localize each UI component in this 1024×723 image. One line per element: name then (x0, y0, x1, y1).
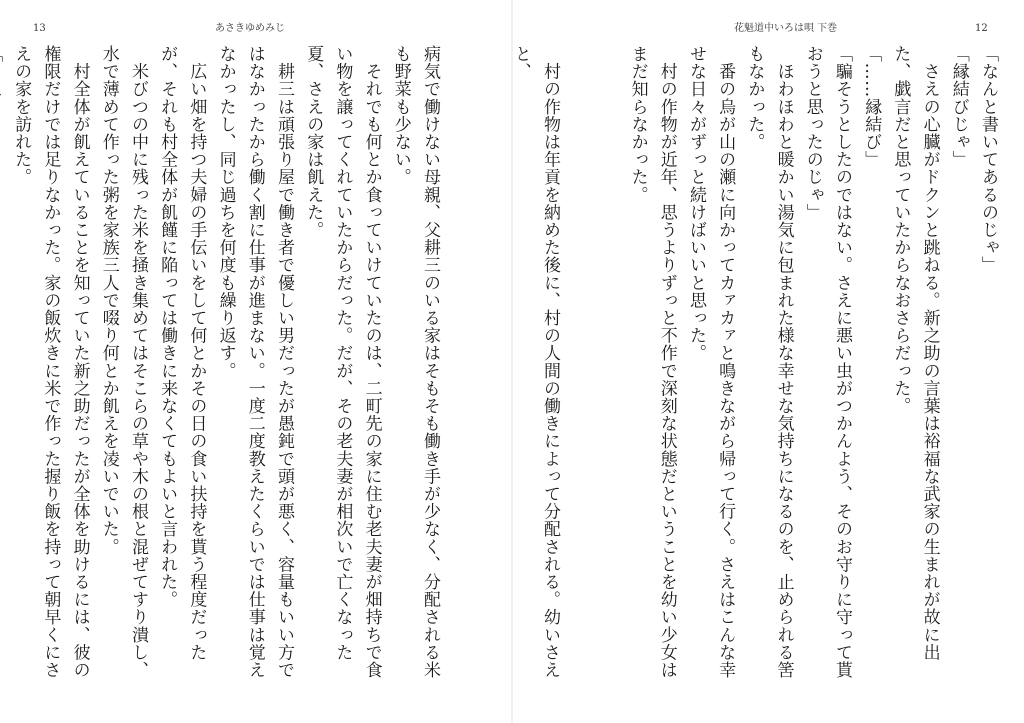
running-head-right: 花魁道中いろは唄 下巻 (734, 23, 838, 34)
right-page-body (510, 45, 1002, 685)
paragraph: 村の作物が近年、思うよりずっと不作で深刻な状態だということを幼い少女はまだ知らなかった。 (627, 45, 677, 679)
page-number-right: 12 (975, 23, 988, 34)
blank-line (593, 45, 622, 685)
paragraph: 番の烏が山の瀬に向かってカァカァと鳴きながら帰って行く。さえはこんな幸せな日々がずっと続けばいいと思った。 (685, 45, 736, 679)
paragraph: 村の作物は年貢を納めた後に、村の人間の働きによって分配される。幼いさえと、 (510, 45, 560, 679)
paragraph: 耕三は頑張り屋で働き者で優しい男だったが愚鈍で頭が悪く、容量もいい方ではなかったから働く割に仕事が進まない。一度二度教えたくらいでは仕事は覚えなかったし、同じ過ちを何度も繰り返す。 (215, 45, 294, 679)
paragraph: それでも何とか食っていけていたのは、二町先の家に住む老夫妻が畑持ちで食い物を譲ってくれていたからだった。だが、その老夫妻が相次いで亡くなった夏、さえの家は飢えた。 (303, 45, 382, 679)
paragraph: 村全体が飢えていることを知っていた新之助だったが全体を助けるには、彼の権限だけでは足りなかった。家の飯炊きに米で作った握り飯を持って朝早くにさえの家を訪れた。 (11, 45, 90, 679)
right-page (512, 0, 1024, 723)
running-head-left: あさきゆめみじ (215, 23, 285, 34)
paragraph: さえの心臓がドクンと跳ねる。新之助の言葉は裕福な武家の生まれが故に出た、戯言だと思っていたからなおさらだった。 (890, 45, 940, 661)
paragraph: 「縁結びじゃ」 (948, 45, 969, 169)
paragraph: 「なんと書いてあるのじゃ」 (978, 45, 998, 274)
paragraph: 病気で働けない母親、父耕三のいる家はそもそも働き手が少なく、分配される米も野菜も少ない。 (390, 45, 440, 679)
paragraph: 「騙そうとしたのではない。さえに悪い虫がつかんよう、そのお守りに守って貰おうと思ったのじゃ」 (802, 45, 852, 679)
paragraph: 米びつの中に残った米を掻き集めてはそこらの草や木の根と混ぜてすり潰し、水で薄めて作った粥を家族三人で啜り何とか飢えを凌いでいた。 (98, 45, 148, 679)
blank-line (564, 45, 593, 685)
paragraph: ほわほわと暖かい湯気に包まれた様な幸せな気持ちになるのを、止められる筈もなかった。 (744, 45, 794, 679)
page-number-left: 13 (33, 23, 46, 34)
paragraph: 広い畑を持つ夫婦の手伝いをして何とかその日の食い扶持を貰う程度だったが、それも村全体が飢饉に陥っては働きに来なくてもよいと言われた。 (157, 45, 207, 661)
paragraph: 「……縁結び」 (861, 45, 882, 169)
left-page-body (11, 45, 444, 685)
